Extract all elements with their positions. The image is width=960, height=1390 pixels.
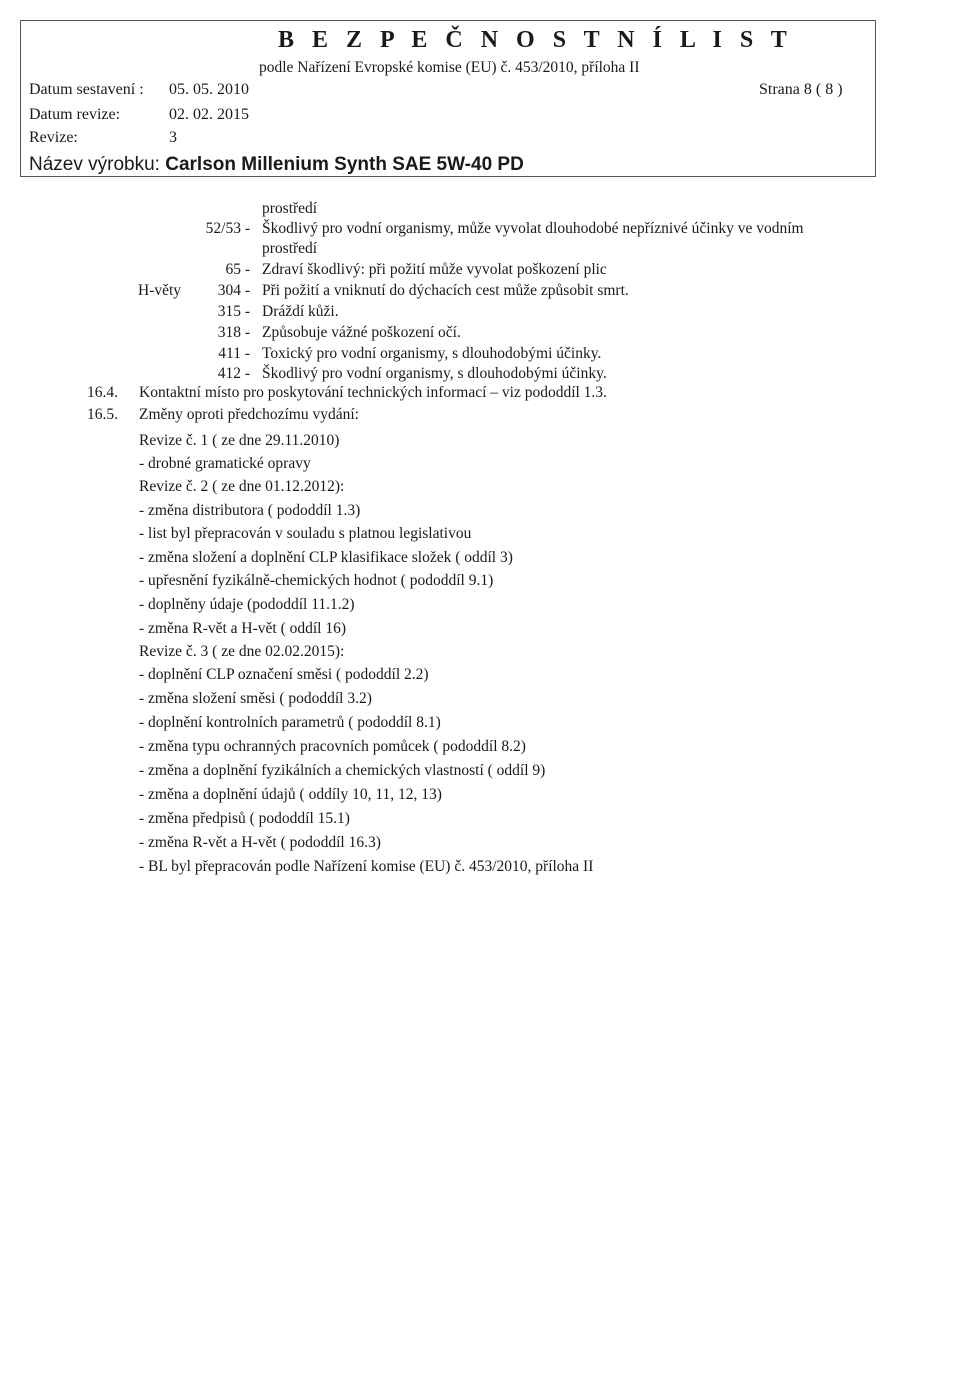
change-line: - změna distributora ( pododdíl 1.3) — [139, 502, 361, 519]
h-phrase-text: Toxický pro vodní organismy, s dlouhodobými účinky. — [262, 345, 602, 362]
h-phrase-text: Škodlivý pro vodní organismy, s dlouhodobými účinky. — [262, 365, 607, 382]
h-phrase-code: 411 - — [218, 345, 250, 362]
change-line: - změna a doplnění fyzikálních a chemických vlastností ( oddíl 9) — [139, 762, 546, 779]
r-phrase-continuation: prostředí — [262, 240, 318, 257]
document-header — [20, 20, 876, 177]
change-line: - změna R-vět a H-vět ( pododdíl 16.3) — [139, 834, 381, 851]
change-line: - změna a doplnění údajů ( oddíly 10, 11, 12, 13) — [139, 786, 442, 803]
change-line: - změna složení a doplnění CLP klasifikace složek ( oddíl 3) — [139, 549, 513, 566]
r-phrase-continuation: prostředí — [262, 200, 318, 217]
change-line: - doplnění CLP označení směsi ( pododdíl 2.2) — [139, 666, 429, 683]
h-phrase-text: Při požití a vniknutí do dýchacích cest může způsobit smrt. — [262, 282, 629, 299]
document-subtitle: podle Nařízení Evropské komise (EU) č. 453/2010, příloha II — [259, 59, 640, 76]
h-phrase-code: 315 - — [217, 303, 250, 320]
date-revised-row — [29, 106, 249, 124]
change-line: - drobné gramatické opravy — [139, 455, 311, 472]
change-line: - BL byl přepracován podle Nařízení komise (EU) č. 453/2010, příloha II — [139, 858, 594, 875]
date-created-value: 05. 05. 2010 — [169, 81, 249, 98]
change-line: - změna R-vět a H-vět ( oddíl 16) — [139, 620, 347, 637]
product-row — [29, 154, 524, 176]
document-title: B E Z P E Č N O S T N Í L I S T — [278, 27, 793, 53]
change-line: - doplněny údaje (pododdíl 11.1.2) — [139, 596, 355, 613]
revision-row — [29, 129, 177, 147]
section-number: 16.4. — [87, 384, 118, 401]
h-phrases-label: H-věty — [138, 282, 182, 299]
change-line: Revize č. 2 ( ze dne 01.12.2012): — [139, 478, 345, 495]
h-phrase-code: 318 - — [217, 324, 250, 341]
revision-label: Revize: — [29, 129, 78, 146]
date-revised-label: Datum revize: — [29, 106, 121, 123]
change-line: - změna složení směsi ( pododdíl 3.2) — [139, 690, 372, 707]
revision-value: 3 — [169, 129, 177, 146]
change-line: - list byl přepracován v souladu s platnou legislativou — [139, 525, 472, 542]
h-phrase-code: 304 - — [217, 282, 250, 299]
change-line: - změna předpisů ( pododdíl 15.1) — [139, 810, 350, 827]
r-phrase-code: 52/53 - — [205, 220, 250, 237]
r-phrase-text: Škodlivý pro vodní organismy, může vyvolat dlouhodobé nepříznivé účinky ve vodním — [262, 220, 804, 237]
date-created-label: Datum sestavení : — [29, 81, 144, 98]
change-line: - změna typu ochranných pracovních pomůcek ( pododdíl 8.2) — [139, 738, 526, 755]
product-name: Carlson Millenium Synth SAE 5W-40 PD — [165, 154, 524, 175]
h-phrase-code: 412 - — [217, 365, 250, 382]
change-line: - upřesnění fyzikálně-chemických hodnot ( pododdíl 9.1) — [139, 572, 494, 589]
h-phrase-text: Dráždí kůži. — [262, 303, 339, 320]
r-phrase-text: Zdraví škodlivý: při požití může vyvolat poškození plic — [262, 261, 607, 278]
change-line: Revize č. 1 ( ze dne 29.11.2010) — [139, 432, 340, 449]
date-revised-value: 02. 02. 2015 — [169, 106, 249, 123]
section-number: 16.5. — [87, 406, 118, 423]
contact-info-text: Kontaktní místo pro poskytování technických informací – viz pododdíl 1.3. — [139, 384, 607, 401]
product-label: Název výrobku: — [29, 154, 160, 175]
change-line: Revize č. 3 ( ze dne 02.02.2015): — [139, 643, 345, 660]
page-number: Strana 8 ( 8 ) — [759, 81, 843, 98]
changes-heading: Změny oproti předchozímu vydání: — [139, 406, 359, 423]
change-line: - doplnění kontrolních parametrů ( pododdíl 8.1) — [139, 714, 441, 731]
h-phrase-text: Způsobuje vážné poškození očí. — [262, 324, 461, 341]
date-created-row — [29, 81, 249, 99]
r-phrase-code: 65 - — [225, 261, 250, 278]
